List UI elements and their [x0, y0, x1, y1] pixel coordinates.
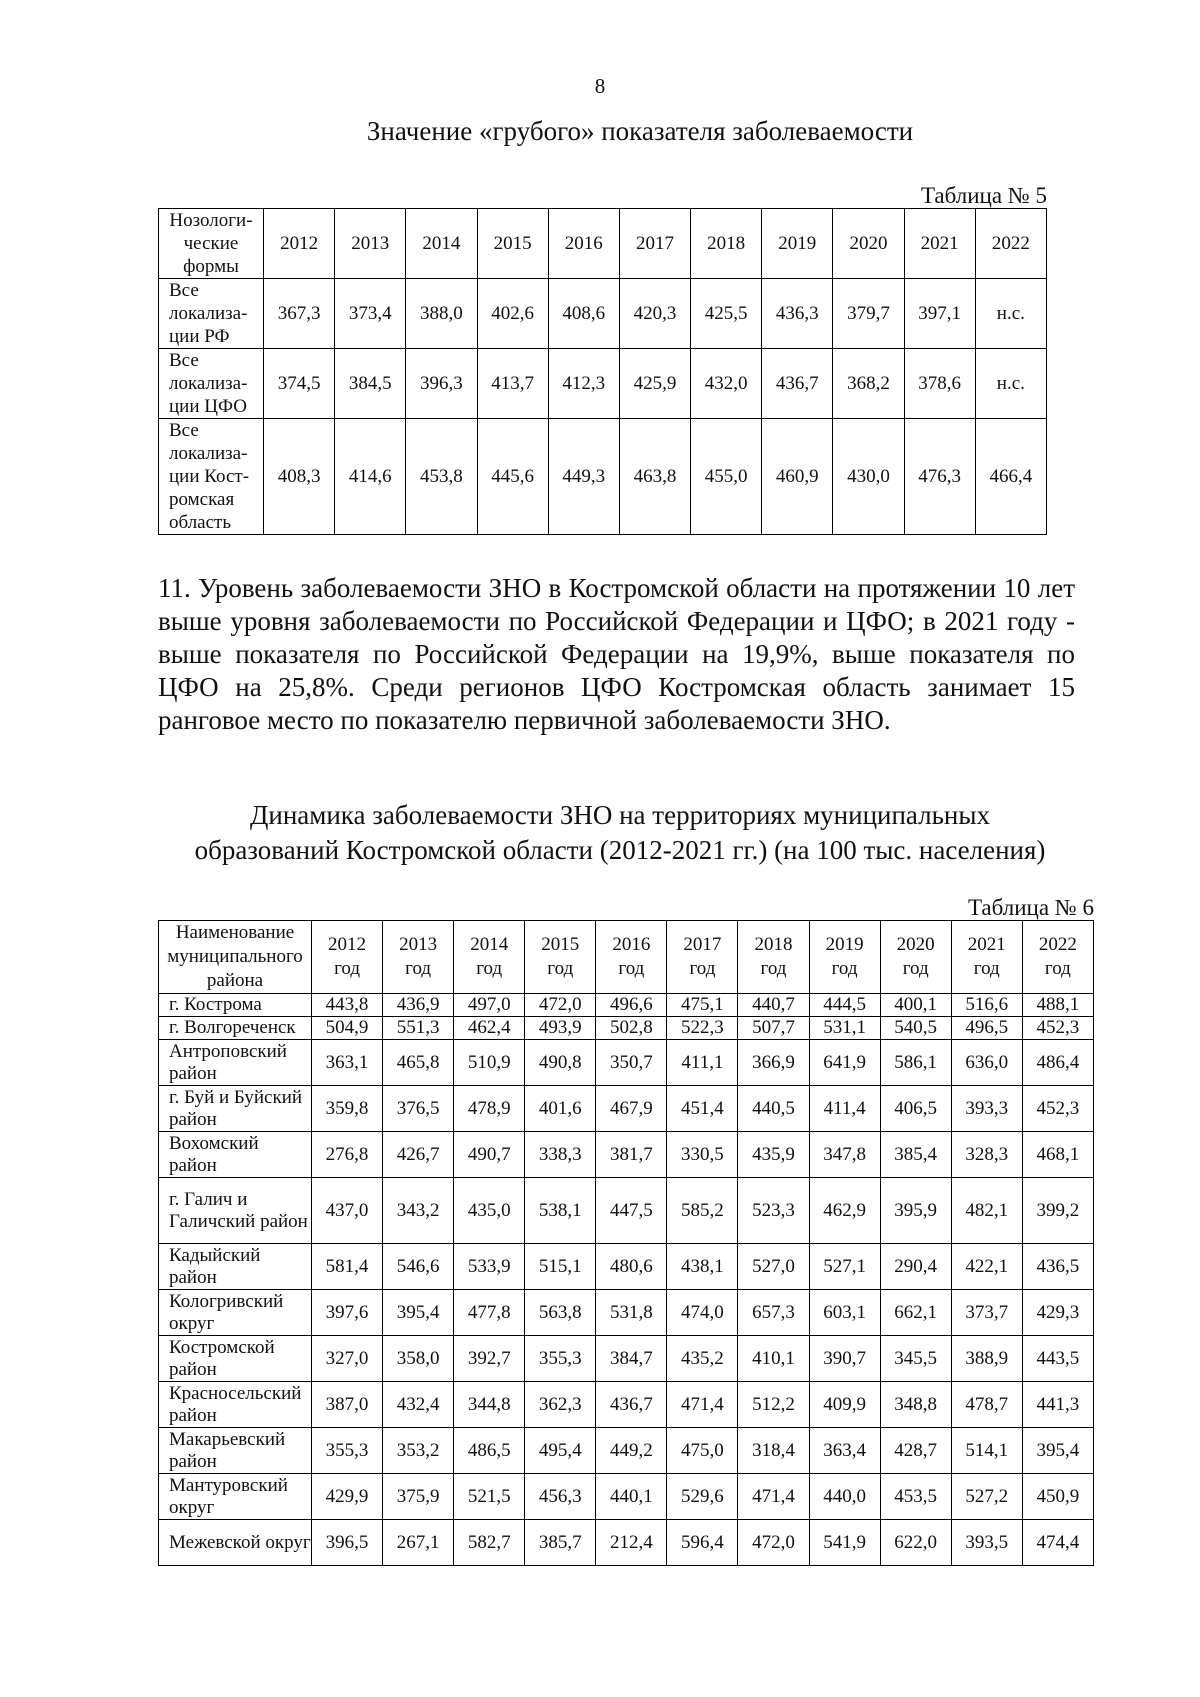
table6-year-suffix: год — [973, 958, 1000, 979]
table6-cell: 359,8 — [312, 1086, 383, 1132]
table6-title-line2: образований Костромской области (2012-2021 гг.) (на 100 тыс. населения) — [194, 835, 1046, 865]
table6-cell: 399,2 — [1022, 1178, 1093, 1244]
table6-cell: 435,9 — [738, 1132, 809, 1178]
table6-cell: 531,1 — [809, 1017, 880, 1040]
table6-row — [159, 1336, 1094, 1382]
table6-cell: 636,0 — [951, 1040, 1022, 1086]
table6-year: 2013 — [399, 934, 438, 955]
table6-cell: 449,2 — [596, 1428, 667, 1474]
table5-cell: 414,6 — [335, 419, 406, 535]
table6-row-label: Кадыйский район — [159, 1244, 312, 1290]
table6-cell: 276,8 — [312, 1132, 383, 1178]
table6-cell: 662,1 — [880, 1290, 951, 1336]
table6-cell: 318,4 — [738, 1428, 809, 1474]
table6-cell: 515,1 — [525, 1244, 596, 1290]
table6-row — [159, 1474, 1094, 1520]
table6-title — [20, 798, 1200, 868]
table6-cell: 350,7 — [596, 1040, 667, 1086]
table6-row — [159, 1520, 1094, 1566]
table6-cell: 411,4 — [809, 1086, 880, 1132]
table6-cell: 384,7 — [596, 1336, 667, 1382]
table5-title: Значение «грубого» показателя заболеваемости — [366, 116, 914, 146]
table6-cell: 388,9 — [951, 1336, 1022, 1382]
table6-year-header — [738, 921, 809, 994]
table6-row — [159, 1244, 1094, 1290]
table6-cell: 393,5 — [951, 1520, 1022, 1566]
table6-cell: 366,9 — [738, 1040, 809, 1086]
table5-cell: 378,6 — [904, 349, 975, 419]
table5-cell: 413,7 — [477, 349, 548, 419]
table5-cell: 420,3 — [619, 279, 690, 349]
table6-year-suffix: год — [618, 958, 645, 979]
table6-cell: 585,2 — [667, 1178, 738, 1244]
table6-cell: 514,1 — [951, 1428, 1022, 1474]
table5-cell: 430,0 — [833, 419, 904, 535]
table6-cell: 551,3 — [383, 1017, 454, 1040]
table6-cell: 397,6 — [312, 1290, 383, 1336]
table6-cell: 512,2 — [738, 1382, 809, 1428]
table6-cell: 444,5 — [809, 994, 880, 1017]
table5-year-header: 2019 — [762, 209, 833, 279]
table6-cell: 586,1 — [880, 1040, 951, 1086]
table5-row-label: Все локализа-ции Кост-ромская область — [159, 419, 264, 535]
table6-year-header — [383, 921, 454, 994]
table6-cell: 429,3 — [1022, 1290, 1093, 1336]
table6-row-label: г. Кострома — [159, 994, 312, 1017]
table5-cell: 396,3 — [406, 349, 477, 419]
table6-cell: 401,6 — [525, 1086, 596, 1132]
table6-cell: 422,1 — [951, 1244, 1022, 1290]
table6-cell: 523,3 — [738, 1178, 809, 1244]
table6-cell: 290,4 — [880, 1244, 951, 1290]
table5-cell: 466,4 — [975, 419, 1046, 535]
table6-header-label: Наименование муниципального района — [159, 921, 312, 994]
table6-cell: 436,9 — [383, 994, 454, 1017]
table5-year-header: 2016 — [548, 209, 619, 279]
table6-cell: 582,7 — [454, 1520, 525, 1566]
table6-cell: 406,5 — [880, 1086, 951, 1132]
table6-year: 2012 — [328, 934, 367, 955]
table5-year-header: 2013 — [335, 209, 406, 279]
table5-cell: 445,6 — [477, 419, 548, 535]
table6-cell: 375,9 — [383, 1474, 454, 1520]
table6-cell: 462,4 — [454, 1017, 525, 1040]
table6-cell: 441,3 — [1022, 1382, 1093, 1428]
table6-cell: 622,0 — [880, 1520, 951, 1566]
table6-row — [159, 1178, 1094, 1244]
table6-cell: 393,3 — [951, 1086, 1022, 1132]
table5-cell: 425,9 — [619, 349, 690, 419]
table6-row-label: г. Буй и Буйский район — [159, 1086, 312, 1132]
table6-cell: 438,1 — [667, 1244, 738, 1290]
table6-cell: 381,7 — [596, 1132, 667, 1178]
table6-cell: 440,0 — [809, 1474, 880, 1520]
table5-cell: 463,8 — [619, 419, 690, 535]
table6-cell: 435,0 — [454, 1178, 525, 1244]
table6-cell: 267,1 — [383, 1520, 454, 1566]
table6-year-suffix: год — [1044, 958, 1071, 979]
table6-year-suffix: год — [334, 958, 361, 979]
table6-cell: 440,7 — [738, 994, 809, 1017]
table6-cell: 516,6 — [951, 994, 1022, 1017]
table6-cell: 497,0 — [454, 994, 525, 1017]
table6-cell: 507,7 — [738, 1017, 809, 1040]
table6-row — [159, 1132, 1094, 1178]
table6-cell: 355,3 — [312, 1428, 383, 1474]
table6-row — [159, 1290, 1094, 1336]
paragraph-11: 11. Уровень заболеваемости ЗНО в Костромской области на протяжении 10 лет выше уровня заболеваемости по Российской Федерации и ЦФО; в 2021 году - выше показателя по Российской Федерации на 19,9%, выше показателя по ЦФО на 25,8%. Среди регионов ЦФО Костромская область занимает 15 ранговое место по показателю первичной заболеваемости ЗНО. — [158, 573, 1075, 735]
table6-year-header — [596, 921, 667, 994]
table6-cell: 596,4 — [667, 1520, 738, 1566]
table6-cell: 467,9 — [596, 1086, 667, 1132]
table6-cell: 327,0 — [312, 1336, 383, 1382]
table6-year-header — [667, 921, 738, 994]
table5-cell: н.с. — [975, 349, 1046, 419]
table6-cell: 641,9 — [809, 1040, 880, 1086]
table6-year: 2021 — [967, 934, 1006, 955]
table6-cell: 411,1 — [667, 1040, 738, 1086]
table6-cell: 410,1 — [738, 1336, 809, 1382]
table6-row-label: Вохомский район — [159, 1132, 312, 1178]
table5-cell: 379,7 — [833, 279, 904, 349]
table6-cell: 527,1 — [809, 1244, 880, 1290]
table6-cell: 429,9 — [312, 1474, 383, 1520]
table6-cell: 345,5 — [880, 1336, 951, 1382]
table6-cell: 472,0 — [738, 1520, 809, 1566]
table6-row — [159, 1040, 1094, 1086]
table6-year: 2015 — [541, 934, 580, 955]
table6-cell: 533,9 — [454, 1244, 525, 1290]
table6-cell: 490,8 — [525, 1040, 596, 1086]
table6-cell: 540,5 — [880, 1017, 951, 1040]
table6-row-label: Межевской округ — [159, 1520, 312, 1566]
table6-cell: 385,7 — [525, 1520, 596, 1566]
table6-year-suffix: год — [476, 958, 503, 979]
table5-row — [159, 279, 1047, 349]
table6-row-label: Мантуровский округ — [159, 1474, 312, 1520]
table6-cell: 437,0 — [312, 1178, 383, 1244]
table5-year-header: 2022 — [975, 209, 1046, 279]
table5-cell: 388,0 — [406, 279, 477, 349]
table6-cell: 522,3 — [667, 1017, 738, 1040]
table6-cell: 396,5 — [312, 1520, 383, 1566]
table6-cell: 353,2 — [383, 1428, 454, 1474]
table6-cell: 450,9 — [1022, 1474, 1093, 1520]
table5-year-header: 2012 — [264, 209, 335, 279]
table6-cell: 453,5 — [880, 1474, 951, 1520]
table6-cell: 527,2 — [951, 1474, 1022, 1520]
table5-cell: 453,8 — [406, 419, 477, 535]
table6-cell: 504,9 — [312, 1017, 383, 1040]
table6-cell: 502,8 — [596, 1017, 667, 1040]
table5-cell: 432,0 — [691, 349, 762, 419]
table6-cell: 409,9 — [809, 1382, 880, 1428]
table6-year: 2019 — [825, 934, 864, 955]
table5-cell: 374,5 — [264, 349, 335, 419]
table6-cell: 426,7 — [383, 1132, 454, 1178]
table6-cell: 395,4 — [1022, 1428, 1093, 1474]
table6-cell: 348,8 — [880, 1382, 951, 1428]
table5-cell: 408,3 — [264, 419, 335, 535]
table5-cell: 397,1 — [904, 279, 975, 349]
table5-header-label: Нозологи-ческие формы — [159, 209, 264, 279]
table5-cell: 449,3 — [548, 419, 619, 535]
table6-cell: 521,5 — [454, 1474, 525, 1520]
table5-cell: 436,3 — [762, 279, 833, 349]
table6-cell: 456,3 — [525, 1474, 596, 1520]
table6-cell: 343,2 — [383, 1178, 454, 1244]
table6-cell: 474,4 — [1022, 1520, 1093, 1566]
table6-cell: 529,6 — [667, 1474, 738, 1520]
municipal-incidence-table — [158, 920, 1094, 1566]
table6-cell: 443,8 — [312, 994, 383, 1017]
table6-cell: 563,8 — [525, 1290, 596, 1336]
table6-year-header — [1022, 921, 1093, 994]
table6-cell: 603,1 — [809, 1290, 880, 1336]
table5-cell: 455,0 — [691, 419, 762, 535]
table6-cell: 390,7 — [809, 1336, 880, 1382]
table5-cell: 436,7 — [762, 349, 833, 419]
table6-cell: 531,8 — [596, 1290, 667, 1336]
table6-cell: 338,3 — [525, 1132, 596, 1178]
table6-cell: 387,0 — [312, 1382, 383, 1428]
page-number: 8 — [594, 74, 606, 98]
table6-year: 2016 — [612, 934, 651, 955]
table6-year: 2017 — [683, 934, 722, 955]
table6-cell: 355,3 — [525, 1336, 596, 1382]
table6-year: 2014 — [470, 934, 509, 955]
table6-year-suffix: год — [547, 958, 574, 979]
table6-cell: 328,3 — [951, 1132, 1022, 1178]
table6-year-suffix: год — [405, 958, 432, 979]
incidence-table — [158, 208, 1047, 535]
table6-year-header — [454, 921, 525, 994]
table5-caption: Таблица № 5 — [920, 183, 1047, 208]
table6-row-label: Костромской район — [159, 1336, 312, 1382]
table6-cell: 395,4 — [383, 1290, 454, 1336]
table6-cell: 462,9 — [809, 1178, 880, 1244]
table6-cell: 541,9 — [809, 1520, 880, 1566]
table6-year: 2020 — [896, 934, 935, 955]
table6-cell: 482,1 — [951, 1178, 1022, 1244]
table6-cell: 486,4 — [1022, 1040, 1093, 1086]
table6-cell: 490,7 — [454, 1132, 525, 1178]
table6-cell: 363,1 — [312, 1040, 383, 1086]
table6-cell: 212,4 — [596, 1520, 667, 1566]
table6-year-header — [312, 921, 383, 994]
table6-cell: 347,8 — [809, 1132, 880, 1178]
table6-cell: 475,1 — [667, 994, 738, 1017]
table6-row-label: Макарьевский район — [159, 1428, 312, 1474]
table6-cell: 435,2 — [667, 1336, 738, 1382]
table6-cell: 330,5 — [667, 1132, 738, 1178]
table6-cell: 510,9 — [454, 1040, 525, 1086]
table6-row-label: г. Волгореченск — [159, 1017, 312, 1040]
table5-year-header: 2014 — [406, 209, 477, 279]
table5-cell: 425,5 — [691, 279, 762, 349]
table6-year-header — [951, 921, 1022, 994]
table6-cell: 527,0 — [738, 1244, 809, 1290]
table6-cell: 436,7 — [596, 1382, 667, 1428]
table6-cell: 468,1 — [1022, 1132, 1093, 1178]
table6-cell: 474,0 — [667, 1290, 738, 1336]
table5-cell: 408,6 — [548, 279, 619, 349]
table5-cell: 373,4 — [335, 279, 406, 349]
table6-cell: 358,0 — [383, 1336, 454, 1382]
table6-cell: 395,9 — [880, 1178, 951, 1244]
table6-row — [159, 1428, 1094, 1474]
table6-year-suffix: год — [831, 958, 858, 979]
table6-row — [159, 1382, 1094, 1428]
table6-year-header — [525, 921, 596, 994]
table6-row-label: Антроповский район — [159, 1040, 312, 1086]
table6-row-label: г. Галич и Галичский район — [159, 1178, 312, 1244]
table6-cell: 344,8 — [454, 1382, 525, 1428]
table6-cell: 538,1 — [525, 1178, 596, 1244]
table6-row-label: Кологривский округ — [159, 1290, 312, 1336]
table6-cell: 432,4 — [383, 1382, 454, 1428]
table6-year-header — [880, 921, 951, 994]
table6-cell: 362,3 — [525, 1382, 596, 1428]
table6-cell: 376,5 — [383, 1086, 454, 1132]
table6-year: 2018 — [754, 934, 793, 955]
table6-cell: 488,1 — [1022, 994, 1093, 1017]
table6-cell: 495,4 — [525, 1428, 596, 1474]
table5-cell: н.с. — [975, 279, 1046, 349]
table6-row — [159, 994, 1094, 1017]
table6-cell: 428,7 — [880, 1428, 951, 1474]
table6-row — [159, 1017, 1094, 1040]
table5-row-label: Все локализа-ции ЦФО — [159, 349, 264, 419]
table6-cell: 477,8 — [454, 1290, 525, 1336]
table5-year-header: 2021 — [904, 209, 975, 279]
table6-cell: 440,5 — [738, 1086, 809, 1132]
table5-year-header: 2020 — [833, 209, 904, 279]
table6-cell: 475,0 — [667, 1428, 738, 1474]
table6-cell: 478,9 — [454, 1086, 525, 1132]
table5-year-header: 2015 — [477, 209, 548, 279]
table5-cell: 368,2 — [833, 349, 904, 419]
table5-cell: 460,9 — [762, 419, 833, 535]
table5-cell: 476,3 — [904, 419, 975, 535]
table6-year-suffix: год — [760, 958, 787, 979]
table6-cell: 452,3 — [1022, 1017, 1093, 1040]
table6-row — [159, 1086, 1094, 1132]
table6-cell: 440,1 — [596, 1474, 667, 1520]
table5-row — [159, 349, 1047, 419]
table6-cell: 436,5 — [1022, 1244, 1093, 1290]
table6-cell: 452,3 — [1022, 1086, 1093, 1132]
table6-cell: 581,4 — [312, 1244, 383, 1290]
table6-year: 2022 — [1038, 934, 1077, 955]
table6-caption: Таблица № 6 — [967, 895, 1094, 920]
table6-cell: 443,5 — [1022, 1336, 1093, 1382]
table6-cell: 480,6 — [596, 1244, 667, 1290]
table6-year-suffix: год — [689, 958, 716, 979]
table6-year-header — [809, 921, 880, 994]
table6-cell: 400,1 — [880, 994, 951, 1017]
table6-cell: 546,6 — [383, 1244, 454, 1290]
table6-cell: 471,4 — [738, 1474, 809, 1520]
table6-cell: 363,4 — [809, 1428, 880, 1474]
table6-cell: 373,7 — [951, 1290, 1022, 1336]
table6-cell: 385,4 — [880, 1132, 951, 1178]
table5-row-label: Все локализа-ции РФ — [159, 279, 264, 349]
table6-cell: 496,5 — [951, 1017, 1022, 1040]
table6-cell: 447,5 — [596, 1178, 667, 1244]
table6-row-label: Красносельский район — [159, 1382, 312, 1428]
table6-cell: 478,7 — [951, 1382, 1022, 1428]
table6-title-line1: Динамика заболеваемости ЗНО на территориях муниципальных — [249, 800, 991, 830]
table6-year-suffix: год — [902, 958, 929, 979]
table6-cell: 496,6 — [596, 994, 667, 1017]
table5-cell: 402,6 — [477, 279, 548, 349]
table6-cell: 657,3 — [738, 1290, 809, 1336]
table6-cell: 392,7 — [454, 1336, 525, 1382]
table6-cell: 465,8 — [383, 1040, 454, 1086]
table6-cell: 486,5 — [454, 1428, 525, 1474]
table6-cell: 451,4 — [667, 1086, 738, 1132]
table6-cell: 493,9 — [525, 1017, 596, 1040]
table6-cell: 471,4 — [667, 1382, 738, 1428]
table5-year-header: 2017 — [619, 209, 690, 279]
table5-year-header: 2018 — [691, 209, 762, 279]
table5-cell: 384,5 — [335, 349, 406, 419]
table5-cell: 412,3 — [548, 349, 619, 419]
table5-cell: 367,3 — [264, 279, 335, 349]
table6-cell: 472,0 — [525, 994, 596, 1017]
table5-row — [159, 419, 1047, 535]
